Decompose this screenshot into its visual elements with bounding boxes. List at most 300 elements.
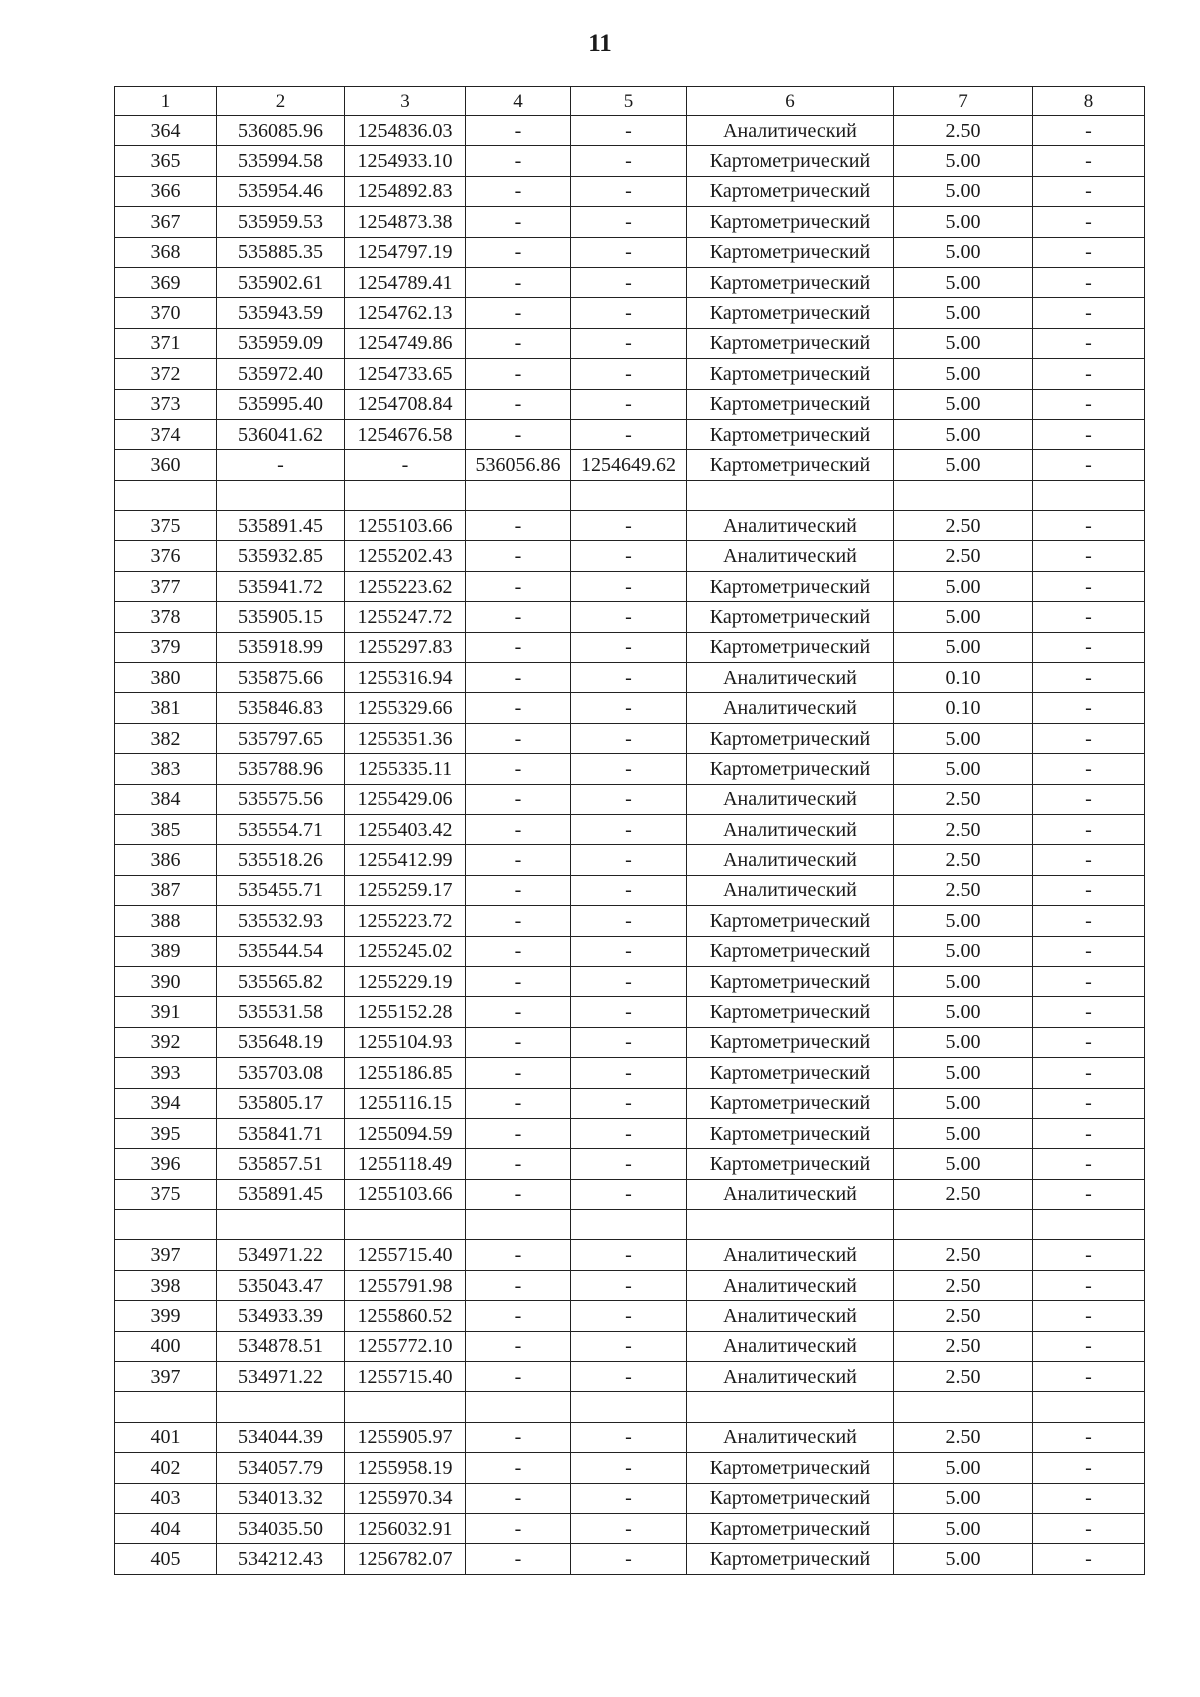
table-row xyxy=(115,267,1145,297)
accuracy-cell: 2.50 xyxy=(894,1301,1033,1331)
y-new-cell: - xyxy=(571,541,687,571)
point-number-cell: 365 xyxy=(115,146,217,176)
accuracy-cell: 5.00 xyxy=(894,1058,1033,1088)
x-coord-cell: 535891.45 xyxy=(217,1179,345,1209)
table-row xyxy=(115,875,1145,905)
point-number-cell: 393 xyxy=(115,1058,217,1088)
point-number-cell: 392 xyxy=(115,1027,217,1057)
y-coord-cell: 1255403.42 xyxy=(345,814,466,844)
point-number-cell: 367 xyxy=(115,207,217,237)
x-coord-cell: 535532.93 xyxy=(217,906,345,936)
point-number-cell: 375 xyxy=(115,511,217,541)
accuracy-cell: 5.00 xyxy=(894,328,1033,358)
method-cell: Картометрический xyxy=(687,450,894,480)
table-row xyxy=(115,237,1145,267)
accuracy-cell: 2.50 xyxy=(894,1331,1033,1361)
y-coord-cell: 1255412.99 xyxy=(345,845,466,875)
y-new-cell: - xyxy=(571,1453,687,1483)
y-new-cell: - xyxy=(571,116,687,146)
table-header-row xyxy=(115,87,1145,116)
method-cell: Аналитический xyxy=(687,1331,894,1361)
note-cell: - xyxy=(1033,754,1145,784)
y-coord-cell: 1255715.40 xyxy=(345,1362,466,1392)
y-coord-cell: 1254873.38 xyxy=(345,207,466,237)
x-new-cell: - xyxy=(466,814,571,844)
table-row xyxy=(115,966,1145,996)
method-cell: Аналитический xyxy=(687,1362,894,1392)
x-new-cell: - xyxy=(466,359,571,389)
method-cell: Картометрический xyxy=(687,267,894,297)
y-coord-cell: 1255152.28 xyxy=(345,997,466,1027)
x-coord-cell: 535544.54 xyxy=(217,936,345,966)
y-new-cell: 1254649.62 xyxy=(571,450,687,480)
table-row xyxy=(115,784,1145,814)
x-coord-cell: 535565.82 xyxy=(217,966,345,996)
accuracy-cell: 2.50 xyxy=(894,116,1033,146)
accuracy-cell: 5.00 xyxy=(894,298,1033,328)
x-coord-cell: 535648.19 xyxy=(217,1027,345,1057)
y-coord-cell: 1254789.41 xyxy=(345,267,466,297)
point-number-cell: 371 xyxy=(115,328,217,358)
x-new-cell xyxy=(466,1210,571,1240)
x-new-cell: - xyxy=(466,906,571,936)
x-coord-cell: 534878.51 xyxy=(217,1331,345,1361)
y-new-cell: - xyxy=(571,754,687,784)
method-cell: Картометрический xyxy=(687,146,894,176)
y-new-cell xyxy=(571,1392,687,1422)
x-coord-cell: 534212.43 xyxy=(217,1544,345,1574)
note-cell: - xyxy=(1033,1118,1145,1148)
point-number-cell xyxy=(115,1392,217,1422)
method-cell: Картометрический xyxy=(687,1483,894,1513)
y-new-cell: - xyxy=(571,146,687,176)
note-cell: - xyxy=(1033,116,1145,146)
table-row xyxy=(115,845,1145,875)
x-coord-cell: 535918.99 xyxy=(217,632,345,662)
note-cell: - xyxy=(1033,237,1145,267)
y-new-cell: - xyxy=(571,966,687,996)
x-new-cell: - xyxy=(466,723,571,753)
y-new-cell: - xyxy=(571,1483,687,1513)
point-number-cell: 405 xyxy=(115,1544,217,1574)
header-cell: 1 xyxy=(115,87,217,116)
y-coord-cell: 1256782.07 xyxy=(345,1544,466,1574)
note-cell: - xyxy=(1033,450,1145,480)
x-coord-cell: 534971.22 xyxy=(217,1240,345,1270)
method-cell: Аналитический xyxy=(687,784,894,814)
table-row xyxy=(115,754,1145,784)
table-row xyxy=(115,1149,1145,1179)
method-cell: Картометрический xyxy=(687,723,894,753)
note-cell: - xyxy=(1033,936,1145,966)
note-cell xyxy=(1033,1392,1145,1422)
y-coord-cell: 1255223.72 xyxy=(345,906,466,936)
note-cell: - xyxy=(1033,845,1145,875)
y-new-cell: - xyxy=(571,328,687,358)
note-cell xyxy=(1033,1210,1145,1240)
method-cell: Картометрический xyxy=(687,966,894,996)
x-coord-cell: 534057.79 xyxy=(217,1453,345,1483)
table-row xyxy=(115,906,1145,936)
y-new-cell: - xyxy=(571,1270,687,1300)
note-cell: - xyxy=(1033,1513,1145,1543)
note-cell: - xyxy=(1033,1483,1145,1513)
accuracy-cell: 2.50 xyxy=(894,784,1033,814)
x-coord-cell xyxy=(217,1392,345,1422)
y-new-cell: - xyxy=(571,511,687,541)
method-cell: Аналитический xyxy=(687,116,894,146)
x-coord-cell: 535875.66 xyxy=(217,663,345,693)
y-coord-cell: 1255297.83 xyxy=(345,632,466,662)
x-coord-cell: 535455.71 xyxy=(217,875,345,905)
note-cell: - xyxy=(1033,571,1145,601)
note-cell: - xyxy=(1033,176,1145,206)
note-cell: - xyxy=(1033,1058,1145,1088)
y-coord-cell xyxy=(345,1210,466,1240)
method-cell: Аналитический xyxy=(687,663,894,693)
y-new-cell: - xyxy=(571,814,687,844)
accuracy-cell: 5.00 xyxy=(894,176,1033,206)
y-new-cell: - xyxy=(571,419,687,449)
table-row xyxy=(115,1270,1145,1300)
accuracy-cell: 2.50 xyxy=(894,1240,1033,1270)
table-row xyxy=(115,632,1145,662)
y-new-cell xyxy=(571,1210,687,1240)
y-new-cell: - xyxy=(571,723,687,753)
x-new-cell: - xyxy=(466,632,571,662)
point-number-cell: 400 xyxy=(115,1331,217,1361)
x-new-cell: - xyxy=(466,1544,571,1574)
table-row xyxy=(115,1544,1145,1574)
table-row xyxy=(115,389,1145,419)
y-new-cell: - xyxy=(571,1331,687,1361)
note-cell: - xyxy=(1033,1301,1145,1331)
accuracy-cell: 5.00 xyxy=(894,359,1033,389)
y-new-cell: - xyxy=(571,1118,687,1148)
point-number-cell xyxy=(115,480,217,510)
table-row xyxy=(115,1331,1145,1361)
method-cell: Картометрический xyxy=(687,176,894,206)
y-coord-cell xyxy=(345,480,466,510)
point-number-cell: 398 xyxy=(115,1270,217,1300)
y-coord-cell: 1255103.66 xyxy=(345,1179,466,1209)
x-new-cell: - xyxy=(466,1270,571,1300)
y-new-cell: - xyxy=(571,1027,687,1057)
x-coord-cell: 535902.61 xyxy=(217,267,345,297)
table-row xyxy=(115,359,1145,389)
note-cell: - xyxy=(1033,1331,1145,1361)
method-cell xyxy=(687,480,894,510)
method-cell: Картометрический xyxy=(687,936,894,966)
table-row xyxy=(115,1118,1145,1148)
x-coord-cell: 535518.26 xyxy=(217,845,345,875)
point-number-cell: 368 xyxy=(115,237,217,267)
method-cell: Аналитический xyxy=(687,1179,894,1209)
note-cell: - xyxy=(1033,966,1145,996)
table-row xyxy=(115,207,1145,237)
x-new-cell xyxy=(466,480,571,510)
x-coord-cell: 535941.72 xyxy=(217,571,345,601)
x-new-cell: - xyxy=(466,541,571,571)
y-new-cell xyxy=(571,480,687,510)
accuracy-cell: 5.00 xyxy=(894,754,1033,784)
y-coord-cell: 1255791.98 xyxy=(345,1270,466,1300)
table-row xyxy=(115,146,1145,176)
x-coord-cell: 535994.58 xyxy=(217,146,345,176)
y-coord-cell xyxy=(345,1392,466,1422)
point-number-cell: 403 xyxy=(115,1483,217,1513)
y-new-cell: - xyxy=(571,176,687,206)
accuracy-cell xyxy=(894,1210,1033,1240)
y-coord-cell: 1255094.59 xyxy=(345,1118,466,1148)
x-new-cell: - xyxy=(466,267,571,297)
x-coord-cell: 535954.46 xyxy=(217,176,345,206)
method-cell: Аналитический xyxy=(687,541,894,571)
x-coord-cell: 536041.62 xyxy=(217,419,345,449)
header-cell: 5 xyxy=(571,87,687,116)
note-cell: - xyxy=(1033,1179,1145,1209)
point-number-cell: 386 xyxy=(115,845,217,875)
table-row xyxy=(115,1483,1145,1513)
y-new-cell: - xyxy=(571,875,687,905)
y-coord-cell: 1255316.94 xyxy=(345,663,466,693)
point-number-cell: 404 xyxy=(115,1513,217,1543)
y-new-cell: - xyxy=(571,784,687,814)
method-cell: Картометрический xyxy=(687,632,894,662)
header-cell: 4 xyxy=(466,87,571,116)
point-number-cell: 377 xyxy=(115,571,217,601)
x-coord-cell: 535575.56 xyxy=(217,784,345,814)
table-row xyxy=(115,1027,1145,1057)
y-new-cell: - xyxy=(571,632,687,662)
table-row xyxy=(115,1058,1145,1088)
point-number-cell: 391 xyxy=(115,997,217,1027)
table-row xyxy=(115,480,1145,510)
x-new-cell: - xyxy=(466,1422,571,1452)
point-number-cell: 399 xyxy=(115,1301,217,1331)
accuracy-cell: 5.00 xyxy=(894,1149,1033,1179)
y-new-cell: - xyxy=(571,359,687,389)
table-row xyxy=(115,1362,1145,1392)
method-cell: Картометрический xyxy=(687,997,894,1027)
y-coord-cell: 1254933.10 xyxy=(345,146,466,176)
note-cell: - xyxy=(1033,419,1145,449)
point-number-cell: 369 xyxy=(115,267,217,297)
accuracy-cell: 0.10 xyxy=(894,663,1033,693)
point-number-cell: 376 xyxy=(115,541,217,571)
y-new-cell: - xyxy=(571,1544,687,1574)
accuracy-cell: 2.50 xyxy=(894,814,1033,844)
point-number-cell: 385 xyxy=(115,814,217,844)
point-number-cell: 381 xyxy=(115,693,217,723)
note-cell: - xyxy=(1033,1270,1145,1300)
y-coord-cell: 1255860.52 xyxy=(345,1301,466,1331)
method-cell: Картометрический xyxy=(687,1088,894,1118)
x-coord-cell xyxy=(217,1210,345,1240)
point-number-cell: 396 xyxy=(115,1149,217,1179)
y-coord-cell: 1255202.43 xyxy=(345,541,466,571)
x-new-cell: - xyxy=(466,1483,571,1513)
table-row xyxy=(115,1513,1145,1543)
method-cell: Аналитический xyxy=(687,511,894,541)
table-row xyxy=(115,1240,1145,1270)
accuracy-cell: 5.00 xyxy=(894,632,1033,662)
method-cell: Аналитический xyxy=(687,845,894,875)
y-coord-cell: 1254892.83 xyxy=(345,176,466,206)
note-cell: - xyxy=(1033,359,1145,389)
x-new-cell: - xyxy=(466,602,571,632)
y-coord-cell: 1255905.97 xyxy=(345,1422,466,1452)
table-row xyxy=(115,1210,1145,1240)
accuracy-cell: 5.00 xyxy=(894,1513,1033,1543)
table-row xyxy=(115,693,1145,723)
y-new-cell: - xyxy=(571,1362,687,1392)
table-row xyxy=(115,298,1145,328)
point-number-cell: 384 xyxy=(115,784,217,814)
note-cell: - xyxy=(1033,814,1145,844)
y-new-cell: - xyxy=(571,298,687,328)
accuracy-cell: 5.00 xyxy=(894,966,1033,996)
x-new-cell: 536056.86 xyxy=(466,450,571,480)
method-cell: Картометрический xyxy=(687,1118,894,1148)
y-coord-cell: 1255229.19 xyxy=(345,966,466,996)
x-new-cell: - xyxy=(466,693,571,723)
table-row xyxy=(115,1301,1145,1331)
accuracy-cell: 5.00 xyxy=(894,267,1033,297)
accuracy-cell: 5.00 xyxy=(894,602,1033,632)
accuracy-cell: 5.00 xyxy=(894,723,1033,753)
x-new-cell: - xyxy=(466,1027,571,1057)
y-new-cell: - xyxy=(571,1513,687,1543)
y-new-cell: - xyxy=(571,845,687,875)
note-cell: - xyxy=(1033,723,1145,753)
y-coord-cell: 1255223.62 xyxy=(345,571,466,601)
method-cell: Аналитический xyxy=(687,814,894,844)
y-new-cell: - xyxy=(571,1301,687,1331)
y-coord-cell: 1255970.34 xyxy=(345,1483,466,1513)
method-cell: Аналитический xyxy=(687,1422,894,1452)
table-row xyxy=(115,1422,1145,1452)
point-number-cell: 364 xyxy=(115,116,217,146)
x-coord-cell: 535932.85 xyxy=(217,541,345,571)
y-new-cell: - xyxy=(571,1058,687,1088)
note-cell: - xyxy=(1033,875,1145,905)
x-coord-cell: 534035.50 xyxy=(217,1513,345,1543)
accuracy-cell: 5.00 xyxy=(894,1483,1033,1513)
method-cell: Картометрический xyxy=(687,359,894,389)
method-cell: Картометрический xyxy=(687,1149,894,1179)
x-coord-cell: 535788.96 xyxy=(217,754,345,784)
method-cell: Картометрический xyxy=(687,207,894,237)
x-coord-cell: 534971.22 xyxy=(217,1362,345,1392)
x-new-cell: - xyxy=(466,845,571,875)
point-number-cell: 380 xyxy=(115,663,217,693)
header-cell: 2 xyxy=(217,87,345,116)
x-new-cell: - xyxy=(466,1453,571,1483)
point-number-cell: 379 xyxy=(115,632,217,662)
note-cell: - xyxy=(1033,1453,1145,1483)
x-new-cell: - xyxy=(466,146,571,176)
table-row xyxy=(115,116,1145,146)
note-cell: - xyxy=(1033,298,1145,328)
x-new-cell: - xyxy=(466,1088,571,1118)
table-row xyxy=(115,602,1145,632)
y-new-cell: - xyxy=(571,663,687,693)
note-cell: - xyxy=(1033,997,1145,1027)
point-number-cell: 387 xyxy=(115,875,217,905)
point-number-cell: 375 xyxy=(115,1179,217,1209)
method-cell: Картометрический xyxy=(687,1453,894,1483)
table-row xyxy=(115,1392,1145,1422)
x-coord-cell: 534933.39 xyxy=(217,1301,345,1331)
point-number-cell: 390 xyxy=(115,966,217,996)
table-row xyxy=(115,723,1145,753)
table-row xyxy=(115,814,1145,844)
x-new-cell: - xyxy=(466,875,571,905)
point-number-cell: 394 xyxy=(115,1088,217,1118)
y-coord-cell: 1255116.15 xyxy=(345,1088,466,1118)
accuracy-cell xyxy=(894,1392,1033,1422)
y-coord-cell: 1254749.86 xyxy=(345,328,466,358)
note-cell: - xyxy=(1033,1149,1145,1179)
note-cell: - xyxy=(1033,1088,1145,1118)
y-coord-cell: 1255259.17 xyxy=(345,875,466,905)
table-row xyxy=(115,419,1145,449)
y-new-cell: - xyxy=(571,267,687,297)
y-coord-cell: 1255772.10 xyxy=(345,1331,466,1361)
method-cell: Картометрический xyxy=(687,419,894,449)
accuracy-cell: 5.00 xyxy=(894,936,1033,966)
point-number-cell: 370 xyxy=(115,298,217,328)
table-row xyxy=(115,541,1145,571)
point-number-cell: 366 xyxy=(115,176,217,206)
x-new-cell: - xyxy=(466,663,571,693)
note-cell: - xyxy=(1033,328,1145,358)
note-cell: - xyxy=(1033,632,1145,662)
x-new-cell: - xyxy=(466,571,571,601)
note-cell: - xyxy=(1033,1027,1145,1057)
y-coord-cell: 1255329.66 xyxy=(345,693,466,723)
x-coord-cell: 535805.17 xyxy=(217,1088,345,1118)
header-cell: 8 xyxy=(1033,87,1145,116)
table-row xyxy=(115,936,1145,966)
note-cell: - xyxy=(1033,1544,1145,1574)
y-coord-cell: 1255351.36 xyxy=(345,723,466,753)
x-new-cell: - xyxy=(466,419,571,449)
method-cell: Аналитический xyxy=(687,693,894,723)
y-coord-cell: 1254676.58 xyxy=(345,419,466,449)
note-cell: - xyxy=(1033,784,1145,814)
method-cell: Аналитический xyxy=(687,1240,894,1270)
y-coord-cell: 1255247.72 xyxy=(345,602,466,632)
table-row xyxy=(115,1088,1145,1118)
note-cell: - xyxy=(1033,207,1145,237)
accuracy-cell: 5.00 xyxy=(894,1088,1033,1118)
accuracy-cell: 5.00 xyxy=(894,1544,1033,1574)
accuracy-cell: 5.00 xyxy=(894,1027,1033,1057)
x-new-cell: - xyxy=(466,237,571,267)
accuracy-cell: 5.00 xyxy=(894,237,1033,267)
accuracy-cell: 2.50 xyxy=(894,541,1033,571)
method-cell: Картометрический xyxy=(687,571,894,601)
y-coord-cell: 1254733.65 xyxy=(345,359,466,389)
y-new-cell: - xyxy=(571,936,687,966)
table-row xyxy=(115,663,1145,693)
note-cell: - xyxy=(1033,267,1145,297)
x-coord-cell: 535846.83 xyxy=(217,693,345,723)
x-new-cell: - xyxy=(466,966,571,996)
x-new-cell: - xyxy=(466,1513,571,1543)
